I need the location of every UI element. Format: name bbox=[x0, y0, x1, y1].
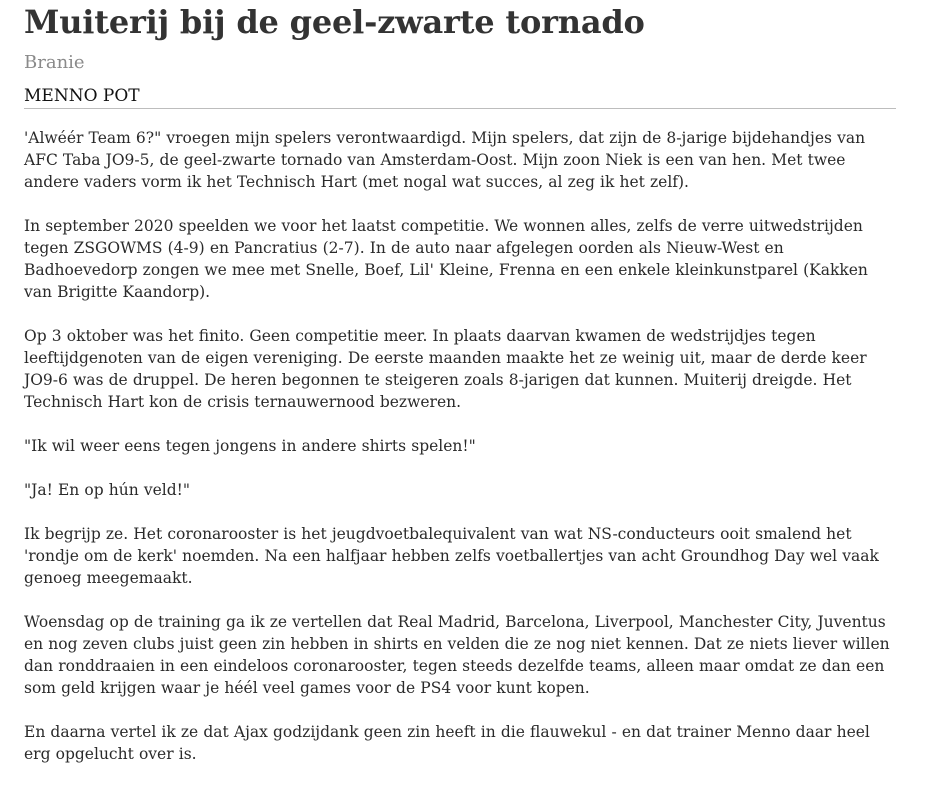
paragraph: "Ik wil weer eens tegen jongens in andere shirts spelen!" bbox=[24, 437, 476, 455]
paragraph: En daarna vertel ik ze dat Ajax godzijdank geen zin heeft in die flauwekul - en dat trainer Menno daar heel erg opgelucht over is. bbox=[24, 723, 870, 763]
paragraph: "Ja! En op hún veld!" bbox=[24, 481, 190, 499]
article bbox=[24, 0, 896, 787]
article-title: Muiterij bij de geel-zwarte tornado bbox=[24, 3, 645, 41]
paragraph: In september 2020 speelden we voor het laatst competitie. We wonnen alles, zelfs de verre uitwedstrijden tegen ZSGOWMS (4-9) en Pancratius (2-7). In de auto naar afgelegen oorden als Nieuw-West en Badhoevedorp zongen we mee met Snelle, Boef, Lil' Kleine, Frenna en een enkele kleinkunstparel (Kakken van Brigitte Kaandorp). bbox=[24, 217, 868, 301]
article-category: Branie bbox=[24, 52, 85, 73]
paragraph: Ik begrijp ze. Het coronarooster is het jeugdvoetbalequivalent van wat NS-conducteurs ooit smalend het 'rondje om de kerk' noemden. Na een halfjaar hebben zelfs voetballertjes van acht Groundhog Day wel vaak genoeg meegemaakt. bbox=[24, 525, 879, 587]
article-body bbox=[24, 127, 896, 765]
paragraph: 'Alwéér Team 6?" vroegen mijn spelers verontwaardigd. Mijn spelers, dat zijn de 8-jarige bijdehandjes van AFC Taba JO9-5, de geel-zwarte tornado van Amsterdam-Oost. Mijn zoon Niek is een van hen. Met twee andere vaders vorm ik het Technisch Hart (met nogal wat succes, al zeg ik het zelf). bbox=[24, 129, 866, 191]
paragraph: Woensdag op de training ga ik ze vertellen dat Real Madrid, Barcelona, Liverpool, Manchester City, Juventus en nog zeven clubs juist geen zin hebben in shirts en velden die ze nog niet kennen. Dat ze niets liever willen dan ronddraaien in een eindeloos coronarooster, tegen steeds dezelfde teams, alleen maar omdat ze dan een som geld krijgen waar je héél veel games voor de PS4 voor kunt kopen. bbox=[24, 613, 890, 697]
article-author: MENNO POT bbox=[24, 85, 896, 109]
paragraph: Op 3 oktober was het finito. Geen competitie meer. In plaats daarvan kwamen de wedstrijdjes tegen leeftijdgenoten van de eigen vereniging. De eerste maanden maakte het ze weinig uit, maar de derde keer JO9-6 was de druppel. De heren begonnen te steigeren zoals 8-jarigen dat kunnen. Muiterij dreigde. Het Technisch Hart kon de crisis ternauwernood bezweren. bbox=[24, 327, 867, 411]
